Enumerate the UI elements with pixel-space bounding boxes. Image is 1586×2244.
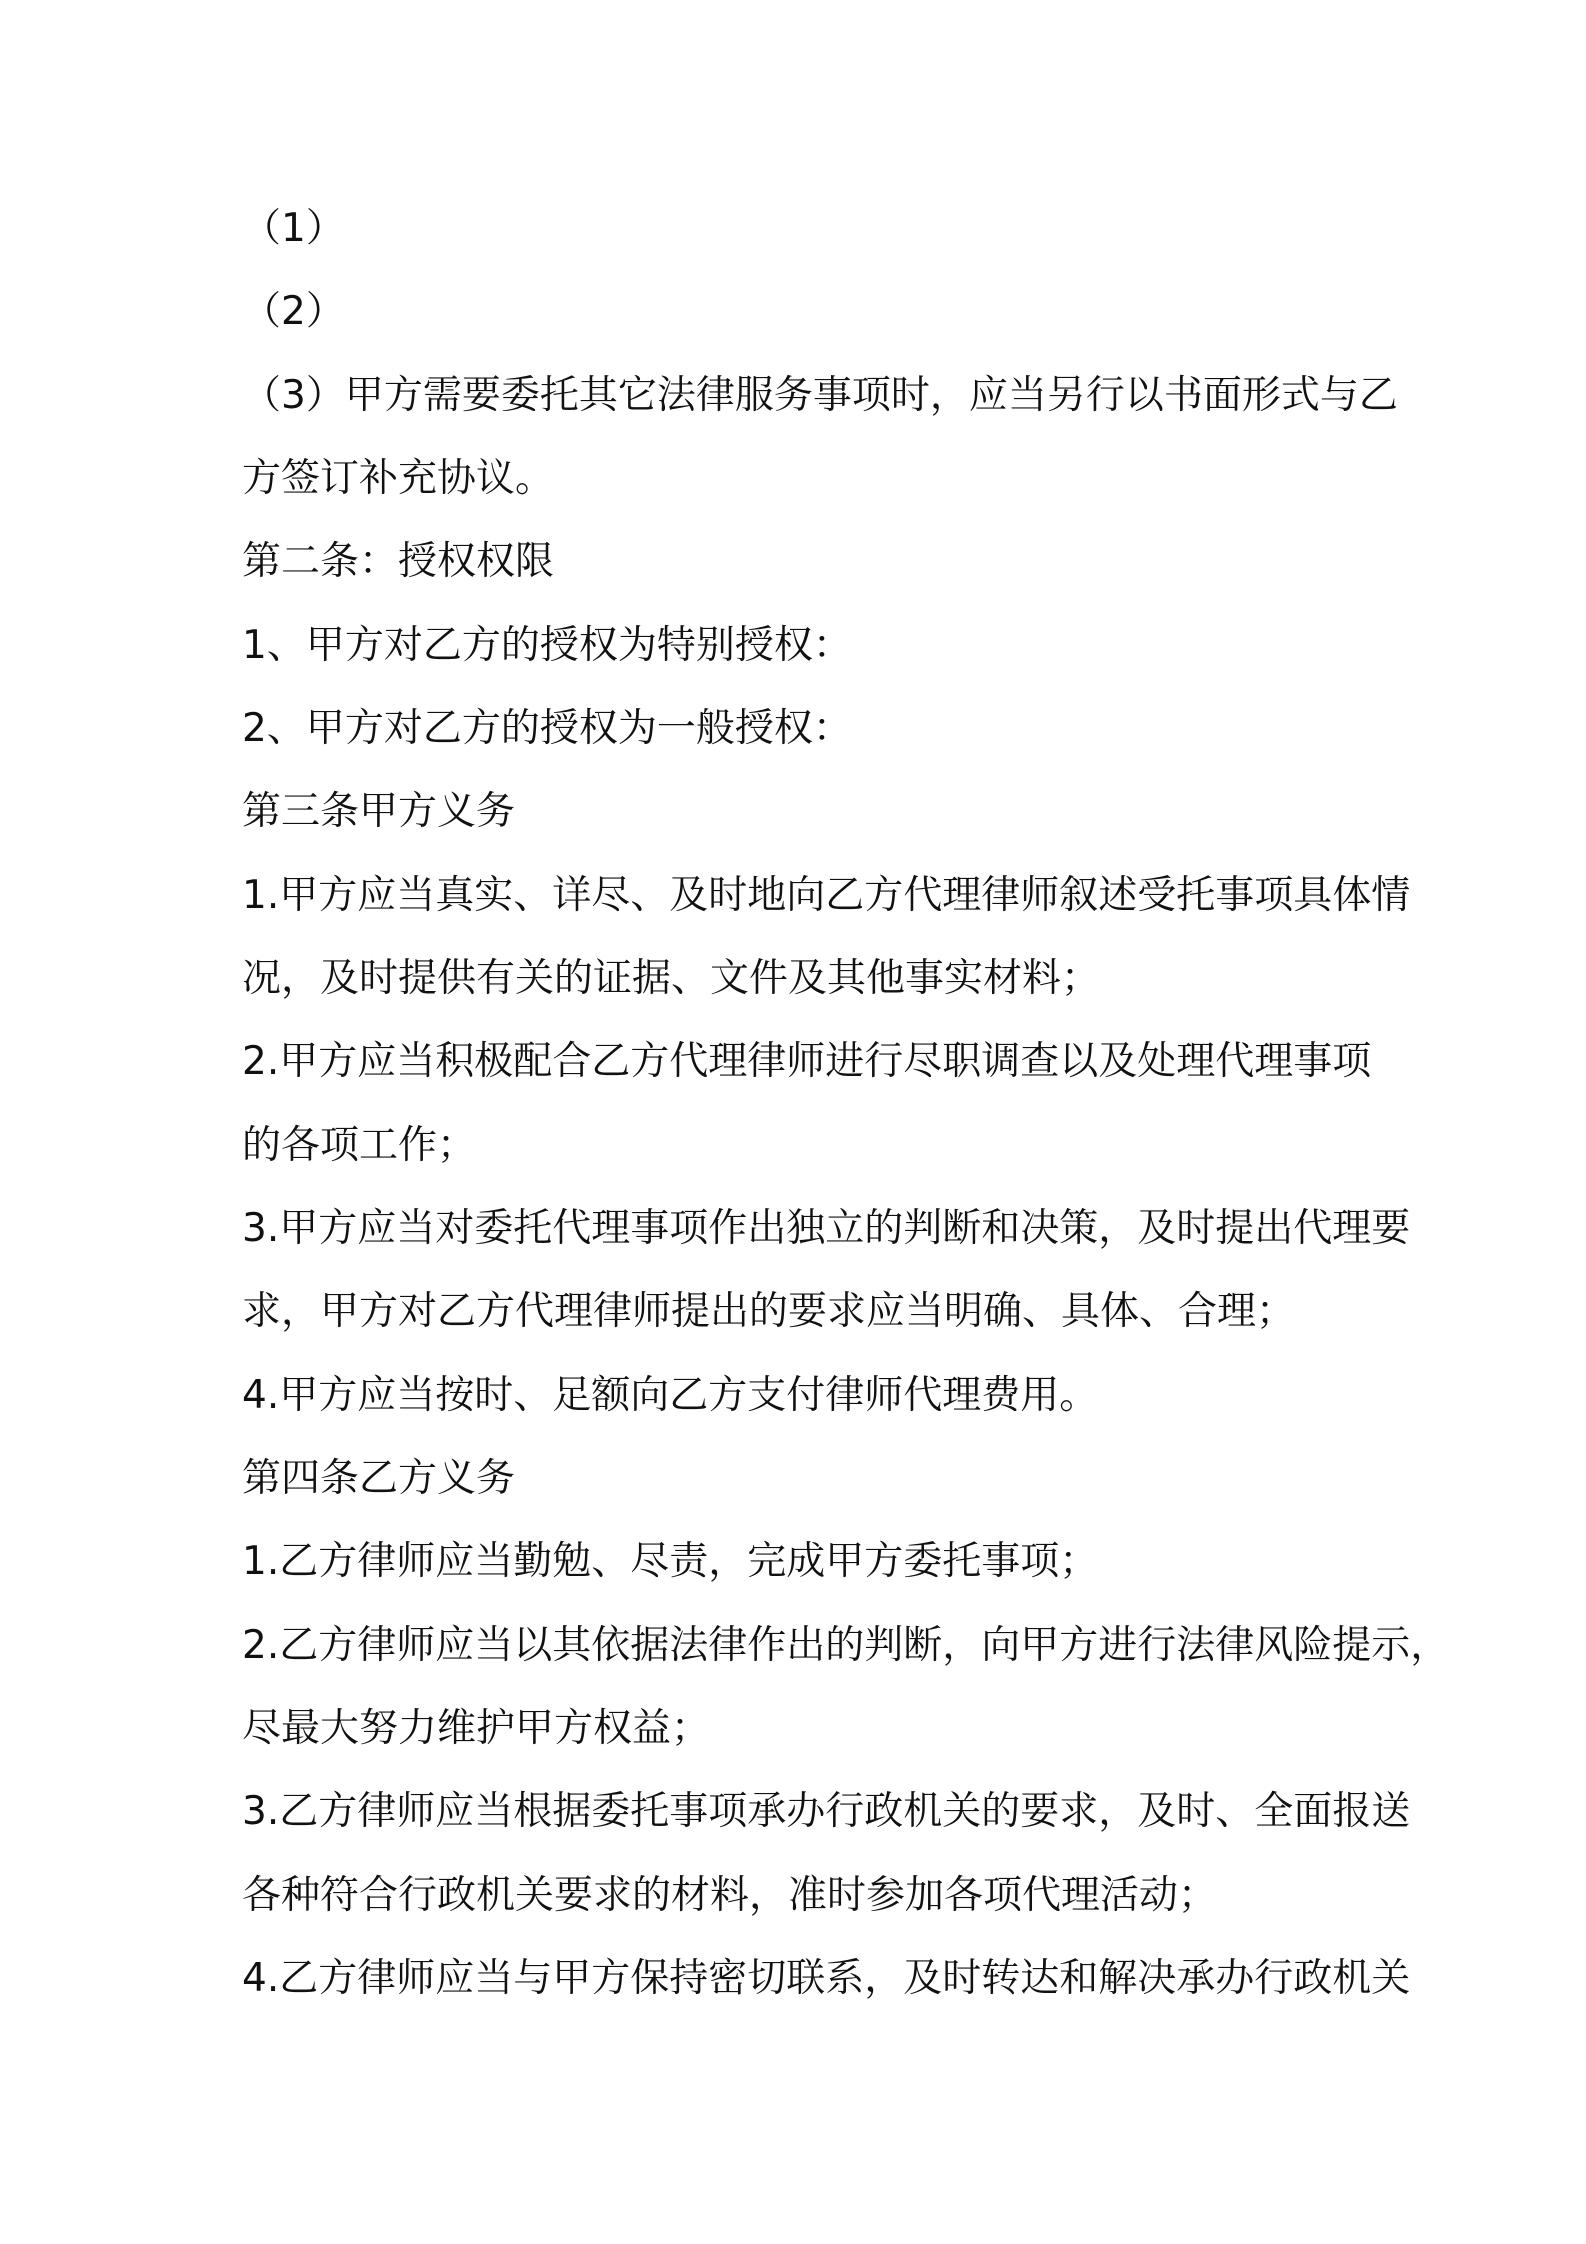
article-2-clause-2: 2、甲方对乙方的授权为一般授权： (242, 706, 852, 751)
article-3-clause-2-cont: 的各项工作； (242, 1123, 477, 1168)
article-3-clause-2: 2.甲方应当积极配合乙方代理律师进行尽职调查以及处理代理事项 (242, 1039, 1372, 1084)
article-4-clause-4: 4.乙方律师应当与甲方保持密切联系，及时转达和解决承办行政机关 (242, 1956, 1411, 2001)
article-3-clause-4: 4.甲方应当按时、足额向乙方支付律师代理费用。 (242, 1373, 1099, 1418)
item-3-line: （3）甲方需要委托其它法律服务事项时，应当另行以书面形式与乙 (242, 373, 1398, 418)
article-4-clause-3: 3.乙方律师应当根据委托事项承办行政机关的要求，及时、全面报送 (242, 1789, 1411, 1834)
item-2-line: （2） (242, 289, 345, 334)
article-4-clause-2: 2.乙方律师应当以其依据法律作出的判断，向甲方进行法律风险提示， (242, 1623, 1450, 1668)
item-3-line-cont: 方签订补充协议。 (242, 456, 555, 501)
article-4-clause-1: 1.乙方律师应当勤勉、尽责，完成甲方委托事项； (242, 1539, 1099, 1584)
article-4-clause-2-cont: 尽最大努力维护甲方权益； (242, 1706, 711, 1751)
article-2-heading: 第二条：授权权限 (242, 539, 555, 584)
article-3-clause-1: 1.甲方应当真实、详尽、及时地向乙方代理律师叙述受托事项具体情 (242, 873, 1411, 918)
article-4-heading: 第四条乙方义务 (242, 1456, 516, 1501)
article-2-clause-1: 1、甲方对乙方的授权为特别授权： (242, 623, 852, 668)
article-3-clause-3-cont: 求，甲方对乙方代理律师提出的要求应当明确、具体、合理； (242, 1289, 1296, 1334)
article-3-clause-1-cont: 况，及时提供有关的证据、文件及其他事实材料； (242, 956, 1101, 1001)
article-3-heading: 第三条甲方义务 (242, 789, 516, 834)
article-4-clause-3-cont: 各种符合行政机关要求的材料，准时参加各项代理活动； (242, 1873, 1218, 1918)
item-1-line: （1） (242, 206, 345, 251)
article-3-clause-3: 3.甲方应当对委托代理事项作出独立的判断和决策，及时提出代理要 (242, 1206, 1411, 1251)
